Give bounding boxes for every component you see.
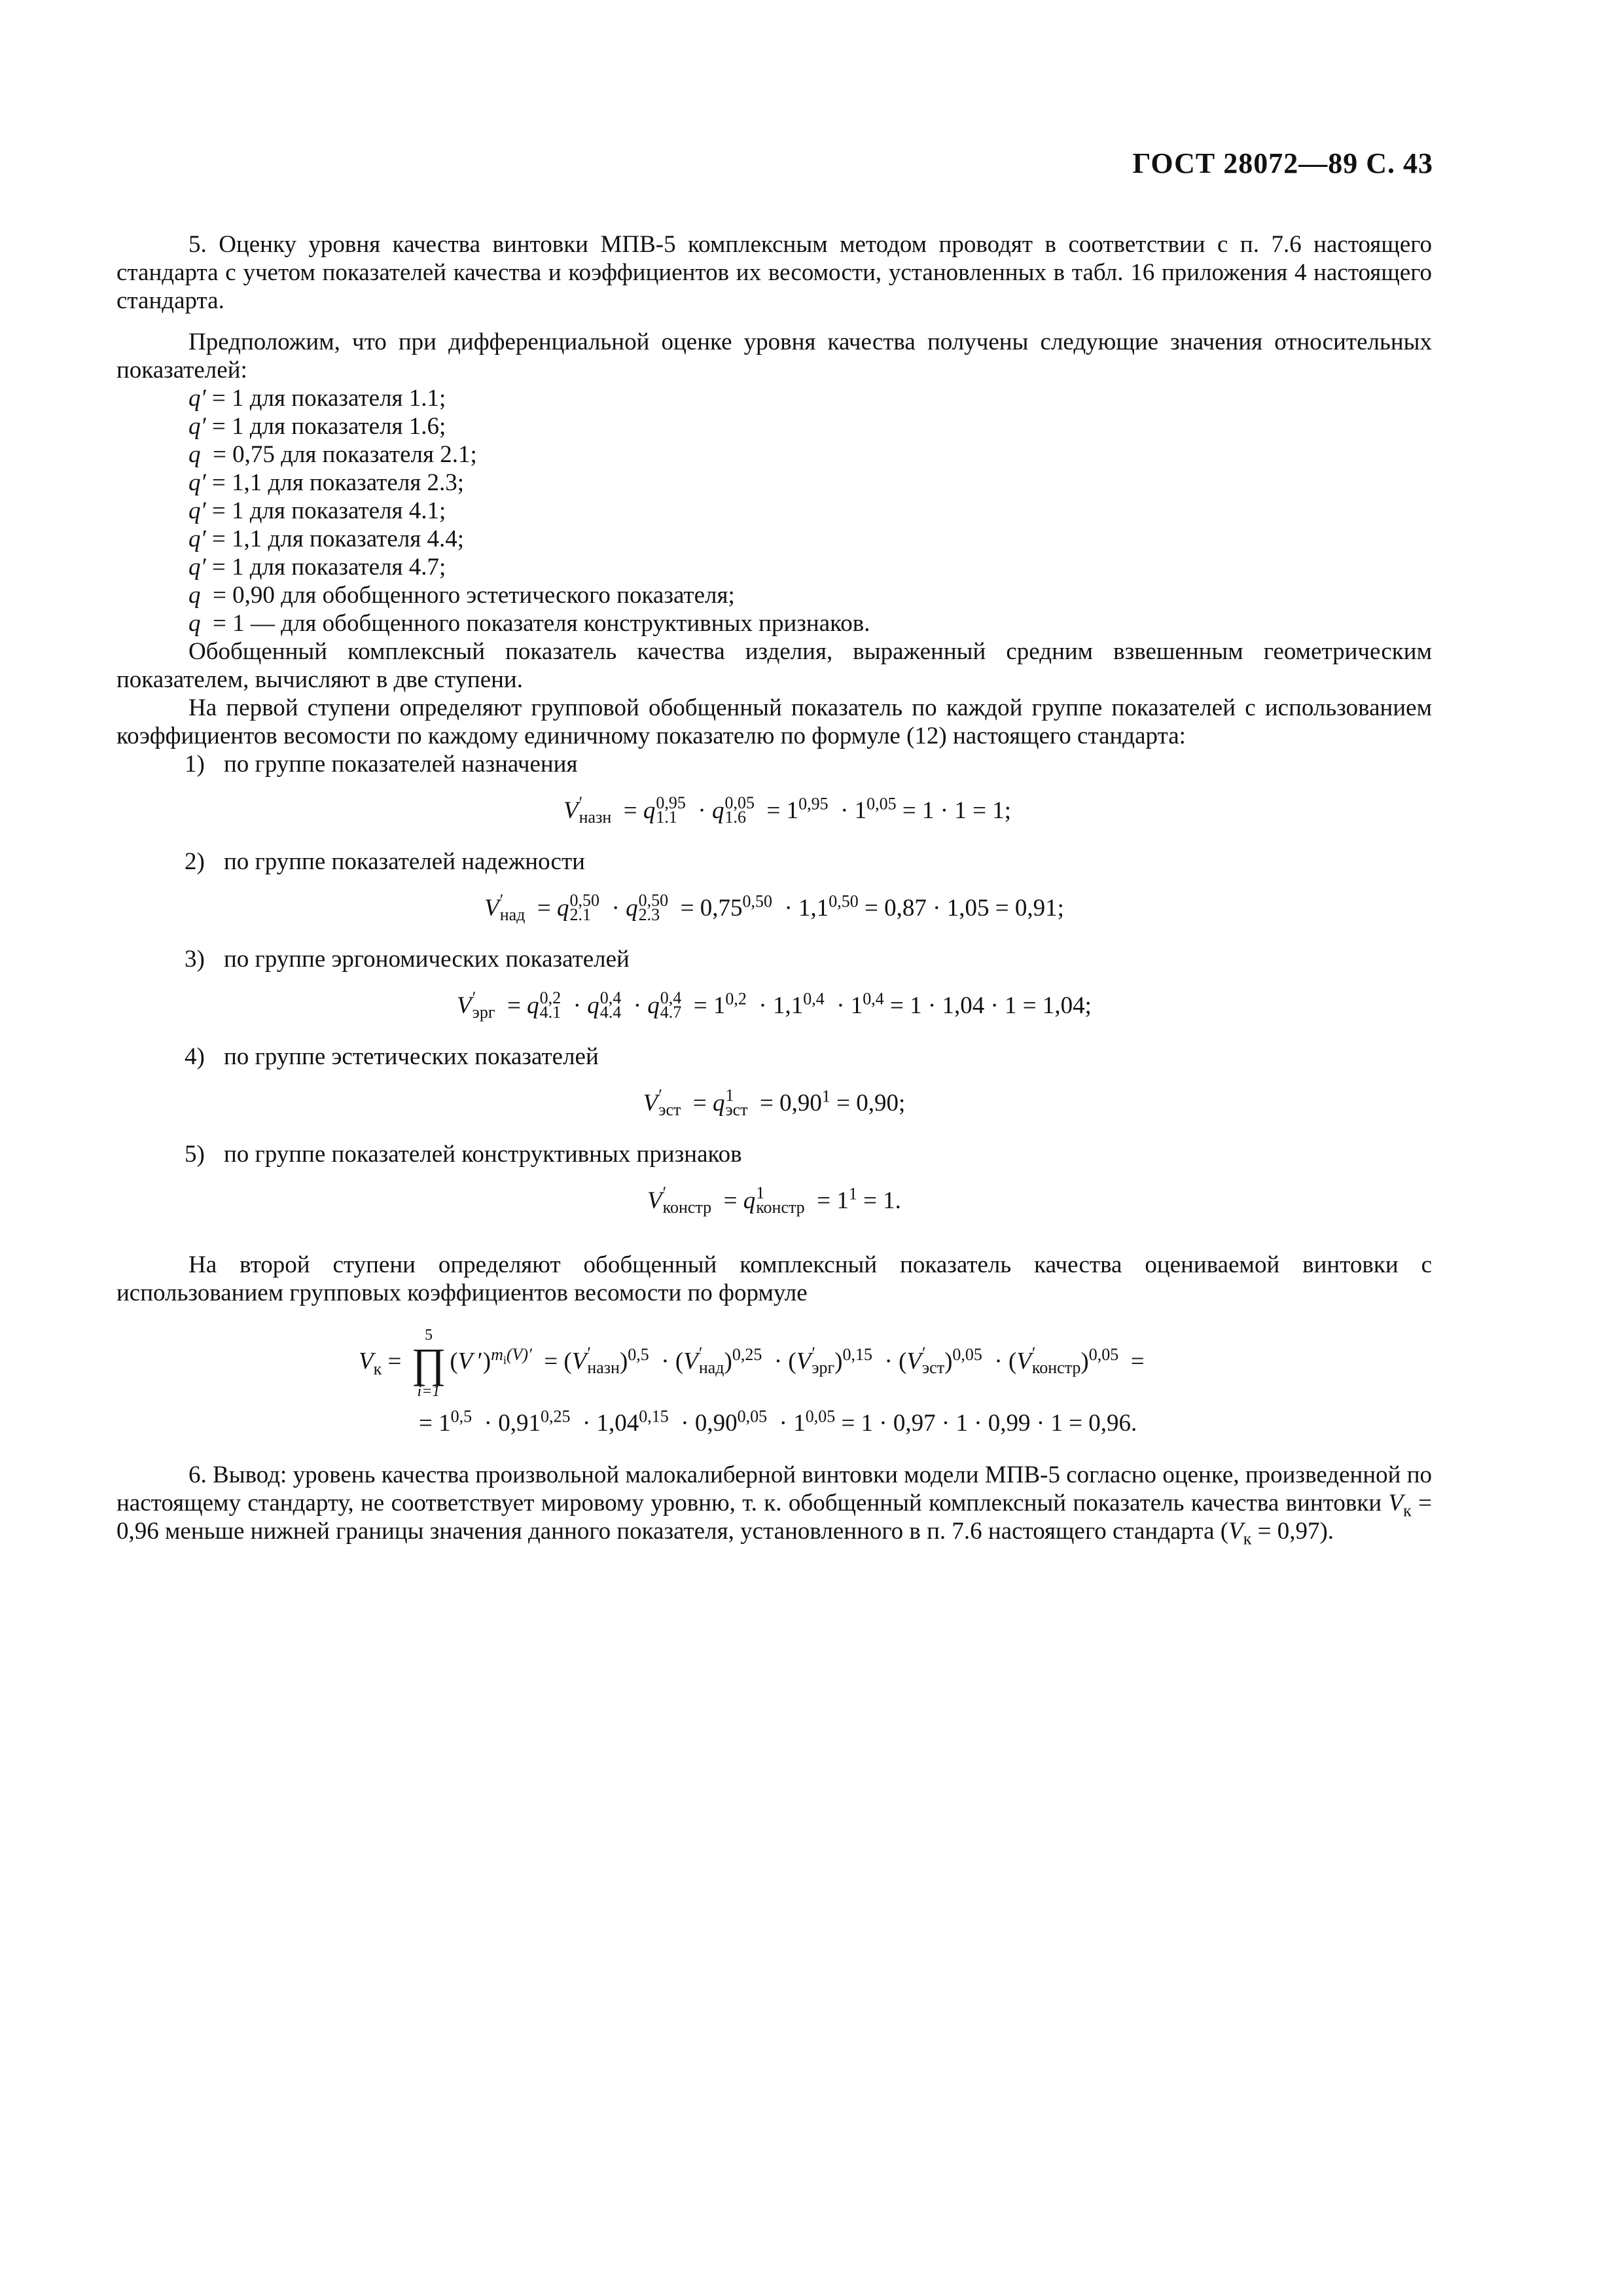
values-list <box>116 384 1432 637</box>
step-1: 1) по группе показателей назначения <box>185 751 578 778</box>
page-header: ГОСТ 28072—89 С. 43 <box>1132 147 1433 179</box>
list-item: q′ = 1 для показателя 4.7; <box>188 554 446 581</box>
paragraph-first-stage: На первой ступени определяют групповой обобщенный показатель по каждой группе показателей с использованием коэффициентов весомости по каждому единичному показателю по формуле (12) настоящего стандарта: <box>116 694 1432 749</box>
document-body <box>116 230 1432 1549</box>
formula-ergonomic: V ′ эрг = q 0,2 4.1 · q 0,4 4.4 · q 0,4 4.7 = $1^{0,2} \cdot 1,1^{0,4} \cdot 1^{0,4} = 1 \cdot 1,04 \cdot 1 = 1,04$; <box>457 988 1092 1022</box>
list-item: q = 0,90 для обобщенного эстетического показателя; <box>188 582 735 609</box>
step-5: 5) по группе показателей конструктивных признаков <box>185 1141 742 1168</box>
step-2: 2) по группе показателей надежности <box>185 848 585 875</box>
paragraph-generalized: Обобщенный комплексный показатель качества изделия, выраженный средним взвешенным геометрическим показателем, вычисляют в две ступени. <box>116 638 1432 693</box>
list-item: q = 0,75 для показателя 2.1; <box>188 441 477 468</box>
step-4: 4) по группе эстетических показателей <box>185 1043 599 1070</box>
paragraph-5: 5. Оценку уровня качества винтовки МПВ-5 комплексным методом проводят в соответствии с п. 7.6 настоящего стандарта с учетом показателей качества и коэффициентов их весомости, установленных в табл. 16 приложения 4 настоящего стандарта. <box>116 231 1432 314</box>
paragraph-second-stage: На второй ступени определяют обобщенный комплексный показатель качества оцениваемой винтовки с использованием групповых коэффициентов весомости по формуле <box>116 1251 1432 1306</box>
formula-final: $V_к$ = 5 ∏ i=1 (V ′)$^{m_i(V)'}$ = (V ′ назн )$^{0,5}$ · (V ′ над )$^{0,25}$ · (V ′ эрг )$^{0,15}$ · (V ′ эст )$^{0,05}$ · (V ′ констр )$^{0,05}$ = <box>359 1327 1145 1400</box>
list-item: q′ = 1 для показателя 1.1; <box>188 385 446 412</box>
paragraph-suppose: Предположим, что при дифференциальной оценке уровня качества получены следующие значения относительных показателей: <box>116 329 1432 384</box>
formula-final-line2: = $1^{0,5} \cdot 0,91^{0,25} \cdot 1,04^{0,15} \cdot 0,90^{0,05} \cdot 1^{0,05} = 1 \cdot 0,97 \cdot 1 \cdot 0,99 \cdot 1 = 0,96$. <box>419 1407 1137 1437</box>
paragraph-conclusion: 6. Вывод: уровень качества произвольной малокалиберной винтовки модели МПВ-5 согласно оценке, произведенной по настоящему стандарту, не соответствует мировому уровню, т. к. обобщенный комплексный показатель качества винтовки $V_к = 0,96$ меньше нижней границы значения данного показателя, установленного в п. 7.6 настоящего стандарта $(V_к = 0,97)$. <box>116 1462 1432 1549</box>
formula-reliability: V ′ над = q 0,50 2.1 · q 0,50 2.3 = $0,75^{0,50} \cdot 1,1^{0,50} = 0,87 \cdot 1,05 = 0,91$; <box>484 890 1064 924</box>
list-item: q′ = 1 для показателя 1.6; <box>188 413 446 440</box>
step-3: 3) по группе эргономических показателей <box>185 946 630 973</box>
product-symbol: 5 ∏ i=1 <box>411 1327 446 1400</box>
formula-purpose: V ′ назн = q 0,95 1.1 · q 0,05 1.6 = $1^{0,95} \cdot 1^{0,05} = 1 \cdot 1 = 1$; <box>563 793 1011 827</box>
list-item: q = 1 — для обобщенного показателя конструктивных признаков. <box>188 610 870 637</box>
list-item: q′ = 1 для показателя 4.1; <box>188 497 446 524</box>
formula-aesthetic: V ′ эст = q 1 эст = $0,90^1 = 0,90$; <box>643 1085 906 1119</box>
list-item: q′ = 1,1 для показателя 2.3; <box>188 469 465 496</box>
list-item: q′ = 1,1 для показателя 4.4; <box>188 526 465 552</box>
formula-construction: V ′ констр = q 1 констр = $1^1 = 1$. <box>647 1183 901 1217</box>
